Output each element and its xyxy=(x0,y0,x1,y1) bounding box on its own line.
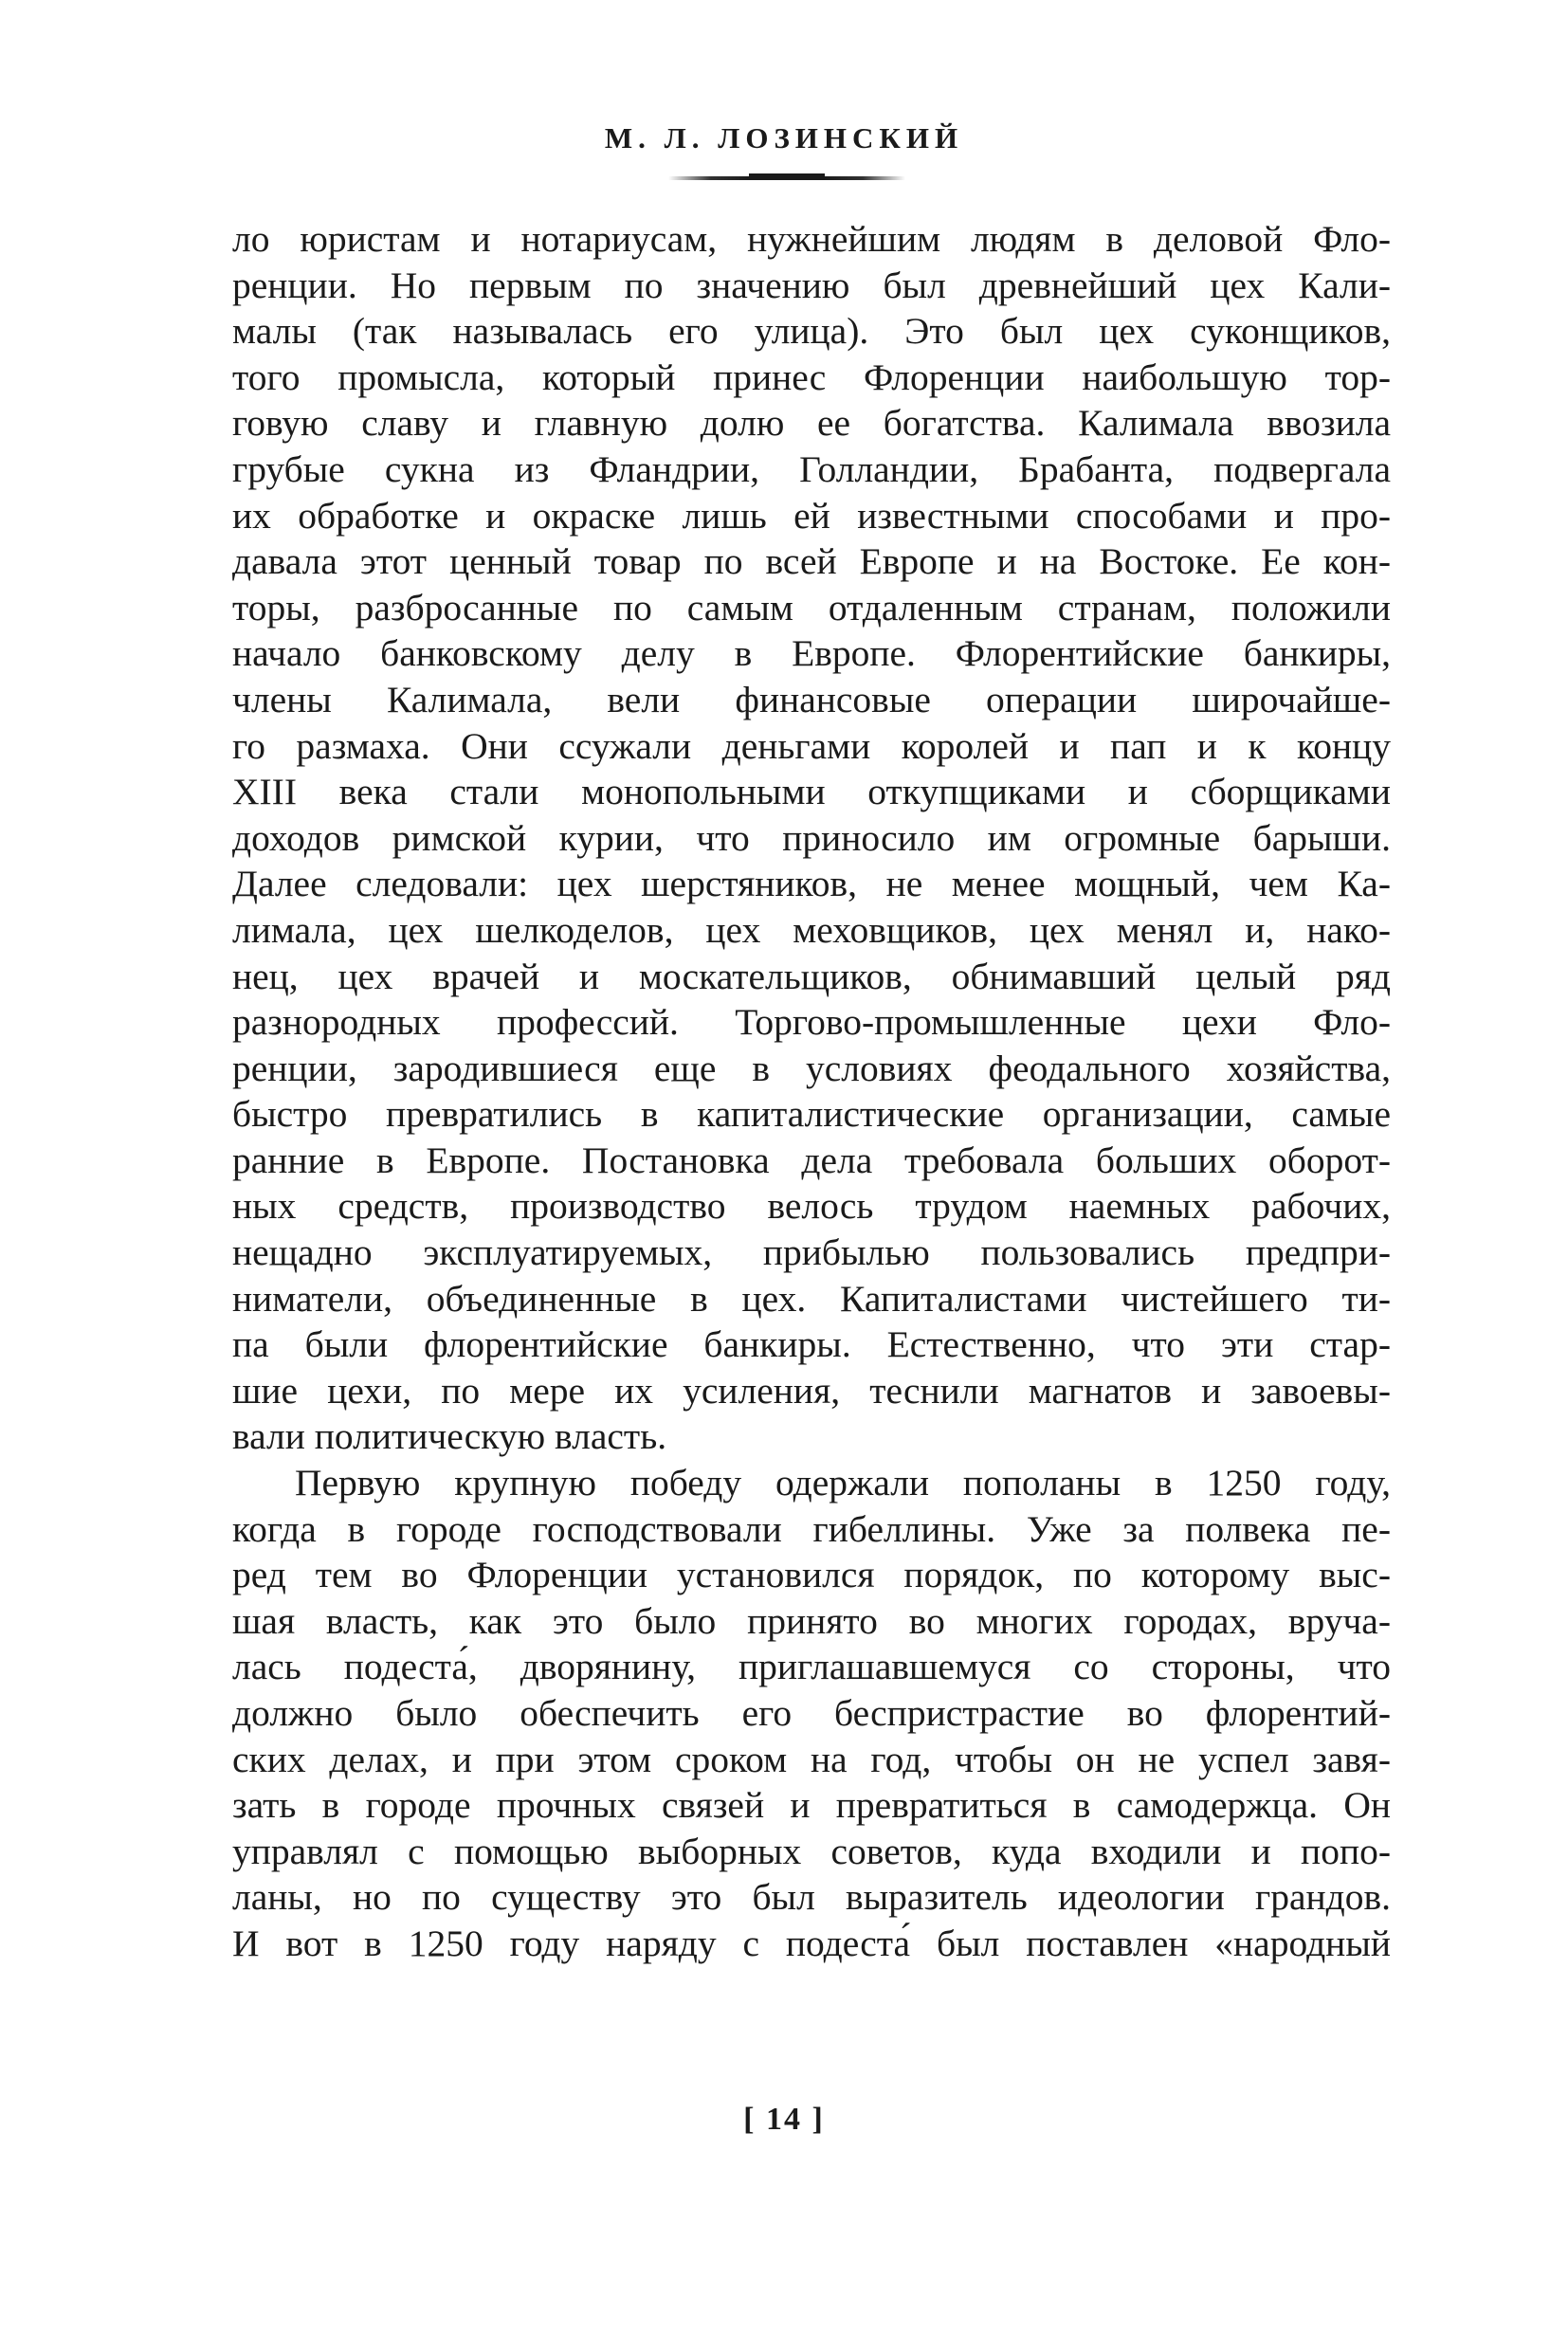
text-line: управлял с помощью выборных советов, куда входили и попо- xyxy=(232,1830,1391,1872)
text-line: Далее следовали: цех шерстяников, не менее мощный, чем Ка- xyxy=(232,863,1391,905)
text-line: XIII века стали монопольными откупщиками и сборщиками xyxy=(232,771,1391,813)
text-line: ло юристам и нотариусам, нужнейшим людям в деловой Фло- xyxy=(232,218,1391,260)
text-line: нещадно эксплуатируемых, прибылью пользовались предпри- xyxy=(232,1231,1391,1274)
text-line: зать в городе прочных связей и превратиться в самодержца. Он xyxy=(232,1784,1391,1827)
text-line: лась подеста́, дворянину, приглашавшемуся со стороны, что xyxy=(232,1646,1391,1688)
body-text xyxy=(232,216,1391,1967)
text-line: шая власть, как это было принято во многих городах, вруча- xyxy=(232,1599,1391,1642)
text-line: должно было обеспечить его беспристрастие во флорентий- xyxy=(232,1692,1391,1734)
text-line: нец, цех врачей и москательщиков, обнимавший целый ряд xyxy=(232,955,1391,997)
header-rule-center xyxy=(749,173,825,180)
text-line: того промысла, который принес Флоренции наибольшую тор- xyxy=(232,355,1391,398)
text-line: ных средств, производство велось трудом наемных рабочих, xyxy=(232,1185,1391,1228)
text-line: ренции. Но первым по значению был древнейший цех Кали- xyxy=(232,264,1391,306)
text-line-paragraph-end: вали политическую власть. xyxy=(232,1415,667,1458)
text-line: торы, разбросанные по самым отдаленным странам, положили xyxy=(232,586,1391,629)
text-line: грубые сукна из Фландрии, Голландии, Брабанта, подвергала xyxy=(232,447,1391,490)
text-line: малы (так называлась его улица). Это был цех суконщиков, xyxy=(232,310,1391,353)
text-line: разнородных профессий. Торгово-промышленные цехи Фло- xyxy=(232,1001,1391,1044)
text-line: ниматели, объединенные в цех. Капиталистами чистейшего ти- xyxy=(232,1277,1391,1320)
text-line: ских делах, и при этом сроком на год, чтобы он не успел завя- xyxy=(232,1738,1391,1780)
text-line: па были флорентийские банкиры. Естественно, что эти стар- xyxy=(232,1323,1391,1366)
text-line: когда в городе господствовали гибеллины. Уже за полвека пе- xyxy=(232,1507,1391,1550)
text-line: начало банковскому делу в Европе. Флорентийские банкиры, xyxy=(232,632,1391,675)
text-line: быстро превратились в капиталистические организации, самые xyxy=(232,1093,1391,1136)
text-line: доходов римской курии, что приносило им огромные барыши. xyxy=(232,816,1391,859)
text-line: лимала, цех шелкоделов, цех меховщиков, цех менял и, нако- xyxy=(232,908,1391,951)
text-line: их обработке и окраске лишь ей известными способами и про- xyxy=(232,494,1391,537)
page-number: [ 14 ] xyxy=(743,2102,825,2137)
text-line: ланы, но по существу это был выразитель идеологии грандов. xyxy=(232,1876,1391,1919)
text-line: ред тем во Флоренции установился порядок, по которому выс- xyxy=(232,1554,1391,1596)
text-line: члены Калимала, вели финансовые операции широчайше- xyxy=(232,678,1391,720)
text-line: ранние в Европе. Постановка дела требовала больших оборот- xyxy=(232,1139,1391,1181)
running-head: М. Л. ЛОЗИНСКИЙ xyxy=(604,121,964,155)
text-line: И вот в 1250 году наряду с подеста́ был поставлен «народный xyxy=(232,1922,1391,1964)
text-line-paragraph-start: Первую крупную победу одержали пополаны в 1250 году, xyxy=(295,1462,1391,1504)
text-line: ренции, зародившиеся еще в условиях феодального хозяйства, xyxy=(232,1047,1391,1089)
text-line: го размаха. Они ссужали деньгами королей и пап и к концу xyxy=(232,724,1391,767)
text-line: говую славу и главную долю ее богатства. Калимала ввозила xyxy=(232,402,1391,445)
text-line: шие цехи, по мере их усиления, теснили магнатов и завоевы- xyxy=(232,1369,1391,1412)
text-line: давала этот ценный товар по всей Европе и на Востоке. Ее кон- xyxy=(232,540,1391,583)
